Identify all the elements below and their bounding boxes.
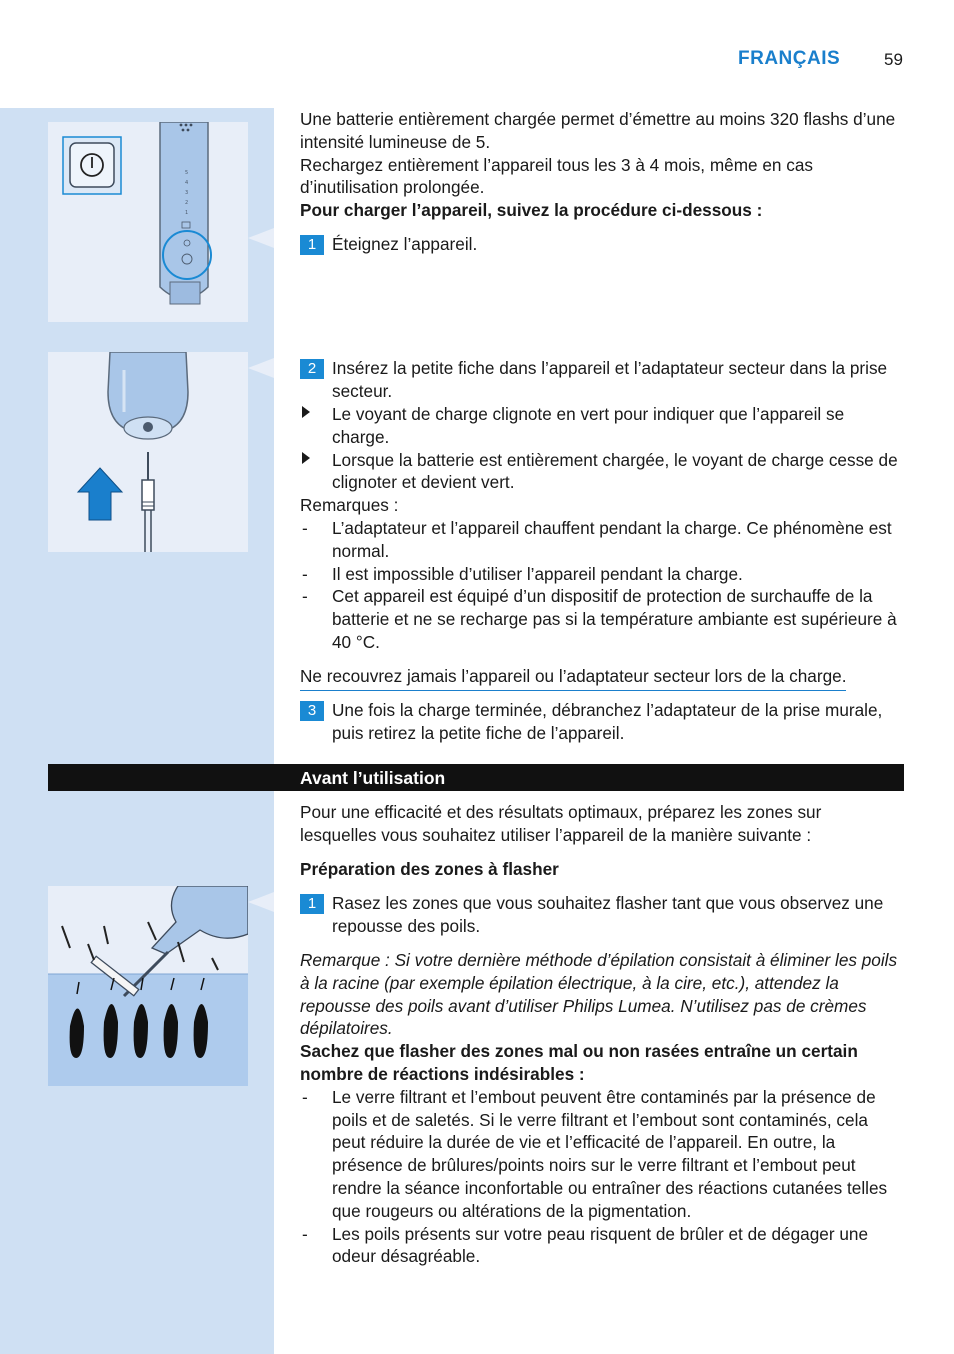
bullet-triangle-icon <box>302 406 310 418</box>
prep-item: - Le verre filtrant et l’embout peuvent être contaminés par la présence de poils et de saletés. Si le verre filtrant et l’embout sont contaminés, cela peut réduire la durée de vie et l’efficacité de l’appareil. En outre, la présence de brûlures/points noirs sur le verre filtrant et l’embout peut rendre la séance inconfortable ou entraîner des réactions cutanées telles que rougeurs ou altérations de la pigmentation. <box>302 1086 888 1221</box>
prep-note: Remarque : Si votre dernière méthode d’épilation consistait à éliminer les poils à la racine (par exemple épilation électrique, à la cire, etc.), attendez la repousse des poils avant d’utiliser Philips Lumea. N’utilisez pas de crèmes dépilatoires. <box>300 950 898 1039</box>
figure-pointer <box>248 228 274 248</box>
charge-bullets <box>300 403 900 654</box>
step-number-badge: 3 <box>300 701 324 721</box>
charge-step-2 <box>300 357 900 403</box>
figure-pointer <box>248 892 274 912</box>
step-text: Insérez la petite fiche dans l’appareil et l’adaptateur secteur dans la prise secteur. <box>332 358 888 401</box>
warning-text: Ne recouvrez jamais l’appareil ou l’adaptateur secteur lors de la charge. <box>300 665 846 691</box>
remark-item: - Il est impossible d’utiliser l’appareil pendant la charge. <box>302 563 743 584</box>
prep-item: - Les poils présents sur votre peau risquent de brûler et de dégager une odeur désagréable. <box>302 1223 869 1267</box>
bullet-item: Le voyant de charge clignote en vert pour indiquer que l’appareil se charge. <box>300 403 900 449</box>
preparation-subheading: Préparation des zones à flasher <box>300 859 559 879</box>
figure-pointer <box>248 358 274 378</box>
svg-text:4: 4 <box>185 180 189 186</box>
step-number-badge: 2 <box>300 359 324 379</box>
prep-warning: Sachez que flasher des zones mal ou non rasées entraîne un certain nombre de réactions indésirables : <box>300 1041 858 1084</box>
charge-step-3 <box>300 699 900 745</box>
remark-item: - Cet appareil est équipé d’un dispositif de protection de surchauffe de la batterie et ne se recharge pas si la température ambiante est supérieure à 40 °C. <box>302 586 897 652</box>
shaving-illustration <box>48 886 248 1086</box>
bullet-triangle-icon <box>302 452 310 464</box>
language-heading: FRANÇAIS <box>738 48 841 69</box>
charger-plug-illustration <box>48 352 248 552</box>
before-use-intro: Pour une efficacité et des résultats optimaux, préparez les zones sur lesquelles vous souhaitez utiliser l’appareil de la manière suivante : <box>300 802 822 845</box>
prep-note-block <box>300 949 900 1268</box>
intro-paragraph-2: Rechargez entièrement l’appareil tous les 3 à 4 mois, même en cas d’inutilisation prolongée. <box>300 154 814 198</box>
intro-paragraph-1: Une batterie entièrement chargée permet d’émettre au moins 320 flashs d’une intensité lumineuse de 5. <box>300 109 896 152</box>
remarks-title: Remarques : <box>300 495 399 516</box>
step-text: Une fois la charge terminée, débranchez l’adaptateur de la prise murale, puis retirez la petite fiche de l’appareil. <box>332 700 883 743</box>
bullet-item: Lorsque la batterie est entièrement chargée, le voyant de charge cesse de clignoter et devient vert. <box>300 449 900 495</box>
svg-text:5: 5 <box>185 170 189 176</box>
section-title: Avant l’utilisation <box>300 768 446 788</box>
page-number: 59 <box>884 50 903 69</box>
charge-step-1 <box>300 233 900 256</box>
charge-procedure-heading: Pour charger l’appareil, suivez la procédure ci-dessous : <box>300 200 763 221</box>
warning-line <box>300 665 900 691</box>
step-number-badge: 1 <box>300 235 324 255</box>
device-illustration <box>48 122 248 322</box>
step-number-badge: 1 <box>300 894 324 914</box>
prep-step-1 <box>300 892 900 938</box>
step-text: Rasez les zones que vous souhaitez flasher tant que vous observez une repousse des poils. <box>332 893 884 936</box>
svg-text:2: 2 <box>185 200 189 206</box>
intro-block <box>300 108 900 222</box>
remark-item: - L’adaptateur et l’appareil chauffent pendant la charge. Ce phénomène est normal. <box>302 517 892 561</box>
step-text: Éteignez l’appareil. <box>332 234 478 254</box>
svg-text:1: 1 <box>185 210 189 216</box>
svg-text:3: 3 <box>185 190 189 196</box>
section-header-bar <box>48 764 904 791</box>
